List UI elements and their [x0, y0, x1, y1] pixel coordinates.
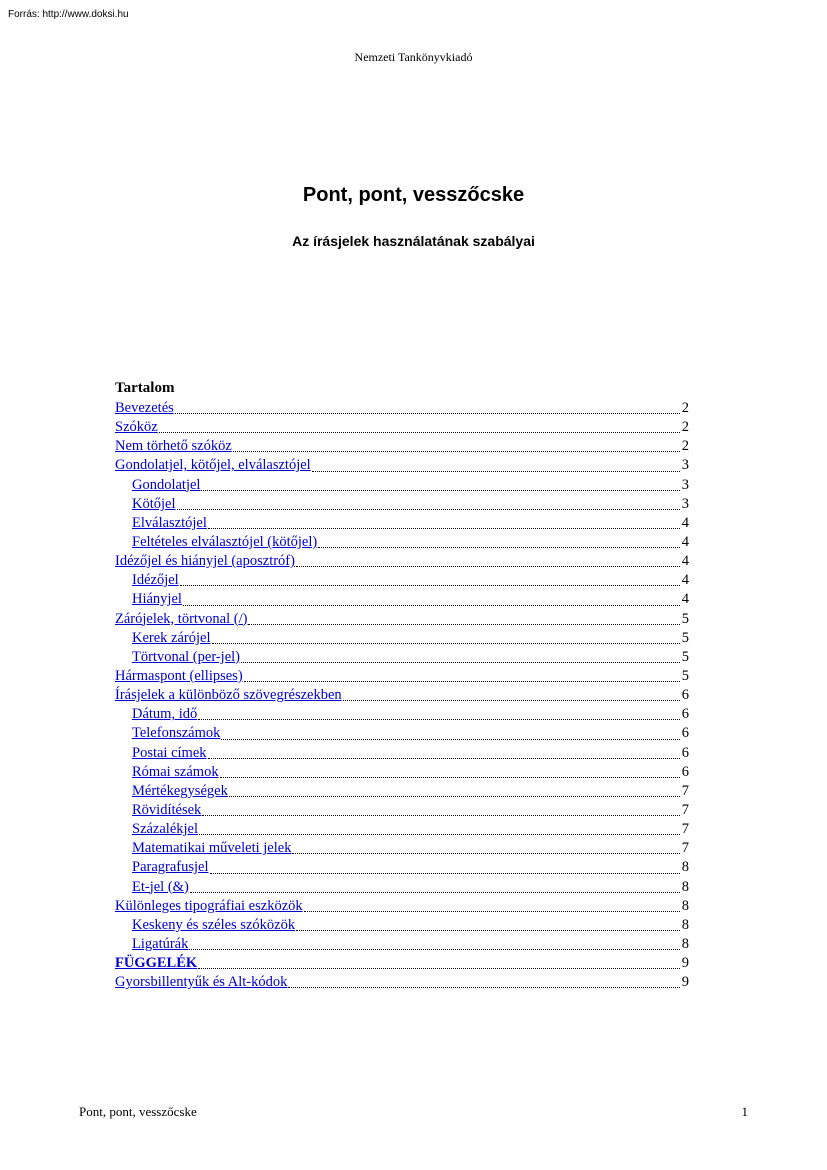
toc-link[interactable]: Törtvonal (per-jel)	[132, 648, 241, 665]
toc-entry	[115, 935, 689, 954]
toc-leader-dots	[190, 891, 680, 893]
toc-leader-dots	[241, 661, 680, 663]
toc-page-number: 7	[681, 782, 689, 799]
source-label: Forrás: http://www.doksi.hu	[8, 9, 129, 20]
toc-link[interactable]: Nem törhető szóköz	[115, 438, 232, 455]
toc-entry	[115, 782, 689, 801]
toc-leader-dots	[212, 642, 681, 644]
footer-title: Pont, pont, vesszőcske	[79, 1104, 197, 1119]
toc-page-number: 4	[681, 591, 689, 608]
toc-page-number: 7	[681, 840, 689, 857]
toc-entry	[115, 629, 689, 648]
toc-entry	[115, 954, 689, 973]
toc-page-number: 9	[681, 974, 689, 991]
toc-leader-dots	[210, 872, 681, 874]
toc-link[interactable]: Hiányjel	[132, 591, 182, 608]
toc-link[interactable]: Gyorsbillentyűk és Alt-kódok	[115, 974, 288, 991]
toc-entry	[115, 916, 689, 935]
toc-link[interactable]: Rövidítések	[132, 801, 202, 818]
toc-page-number: 8	[681, 935, 689, 952]
toc-leader-dots	[189, 948, 680, 950]
toc-page-number: 9	[681, 955, 689, 972]
toc-leader-dots	[248, 623, 680, 625]
toc-page-number: 3	[681, 476, 689, 493]
toc-leader-dots	[202, 814, 680, 816]
toc-leader-dots	[221, 738, 680, 740]
toc-link[interactable]: Mértékegységek	[132, 782, 228, 799]
toc-link[interactable]: Bevezetés	[115, 400, 174, 416]
toc-link[interactable]: Szóköz	[115, 419, 158, 436]
toc-link[interactable]: Telefonszámok	[132, 725, 221, 742]
toc-entry	[115, 437, 689, 456]
document-subtitle: Az írásjelek használatának szabályai	[292, 233, 535, 249]
toc-page-number: 8	[681, 916, 689, 933]
toc-entry	[115, 724, 689, 743]
toc-leader-dots	[198, 967, 680, 969]
toc-link[interactable]: Elválasztójel	[132, 514, 207, 531]
toc-entry	[115, 878, 689, 897]
toc-entry	[115, 571, 689, 590]
toc-leader-dots	[175, 412, 680, 414]
toc-leader-dots	[288, 986, 680, 988]
toc-leader-dots	[159, 431, 680, 433]
toc-link[interactable]: Et-jel (&)	[132, 878, 189, 895]
toc-entry	[115, 801, 689, 820]
toc-leader-dots	[318, 546, 680, 548]
toc-link[interactable]: Paragrafusjel	[132, 859, 209, 876]
toc-page-number: 2	[681, 400, 689, 416]
toc-page-number: 6	[681, 763, 689, 780]
toc-leader-dots	[208, 527, 680, 529]
toc-link[interactable]: Idézőjel	[132, 572, 179, 589]
document-title: Pont, pont, vesszőcske	[302, 184, 525, 206]
toc-page-number: 5	[681, 648, 689, 665]
toc-link[interactable]: Százalékjel	[132, 821, 199, 838]
toc-leader-dots	[244, 680, 680, 682]
toc-entry	[115, 399, 689, 418]
toc-link[interactable]: Gondolatjel, kötőjel, elválasztójel	[115, 457, 311, 474]
toc-entry	[115, 763, 689, 782]
toc-leader-dots	[233, 450, 680, 452]
toc-leader-dots	[292, 852, 680, 854]
toc-entry	[115, 973, 689, 992]
table-of-contents	[115, 399, 689, 992]
toc-link[interactable]: Hármaspont (ellipses)	[115, 667, 243, 684]
toc-link[interactable]: Matematikai műveleti jelek	[132, 840, 292, 857]
toc-leader-dots	[220, 776, 680, 778]
toc-entry	[115, 858, 689, 877]
toc-link[interactable]: Írásjelek a különböző szövegrészekben	[115, 687, 342, 704]
toc-leader-dots	[296, 929, 680, 931]
toc-link[interactable]: Postai címek	[132, 744, 207, 761]
toc-page-number: 4	[681, 572, 689, 589]
toc-link[interactable]: Dátum, idő	[132, 706, 198, 723]
toc-page-number: 8	[681, 878, 689, 895]
toc-leader-dots	[198, 718, 680, 720]
toc-link[interactable]: FÜGGELÉK	[115, 955, 198, 972]
toc-page-number: 5	[681, 667, 689, 684]
toc-leader-dots	[312, 470, 680, 472]
toc-link[interactable]: Gondolatjel	[132, 476, 201, 493]
toc-entry	[115, 686, 689, 705]
toc-entry	[115, 610, 689, 629]
toc-entry	[115, 839, 689, 858]
publisher-header: Nemzeti Tankönyvkiadó	[354, 50, 473, 64]
toc-entry	[115, 744, 689, 763]
toc-link[interactable]: Római számok	[132, 763, 219, 780]
toc-entry	[115, 533, 689, 552]
toc-entry	[115, 456, 689, 475]
toc-link[interactable]: Ligatúrák	[132, 935, 189, 952]
toc-page-number: 7	[681, 821, 689, 838]
toc-leader-dots	[201, 489, 680, 491]
toc-link[interactable]: Keskeny és széles szóközök	[132, 916, 296, 933]
toc-leader-dots	[343, 699, 680, 701]
toc-link[interactable]: Kötőjel	[132, 495, 176, 512]
toc-entry	[115, 590, 689, 609]
toc-entry	[115, 476, 689, 495]
toc-leader-dots	[208, 757, 680, 759]
toc-page-number: 6	[681, 687, 689, 704]
toc-page-number: 3	[681, 457, 689, 474]
toc-page-number: 2	[681, 419, 689, 436]
toc-page-number: 8	[681, 897, 689, 914]
toc-entry	[115, 667, 689, 686]
toc-page-number: 4	[681, 514, 689, 531]
toc-entry	[115, 514, 689, 533]
toc-entry	[115, 418, 689, 437]
toc-entry	[115, 552, 689, 571]
toc-heading: Tartalom	[115, 380, 175, 396]
toc-leader-dots	[229, 795, 680, 797]
toc-leader-dots	[183, 604, 680, 606]
toc-leader-dots	[177, 508, 681, 510]
toc-page-number: 7	[681, 801, 689, 818]
toc-page-number: 6	[681, 725, 689, 742]
toc-page-number: 6	[681, 744, 689, 761]
toc-link[interactable]: Zárójelek, törtvonal (/)	[115, 610, 248, 627]
toc-entry	[115, 820, 689, 839]
toc-page-number: 4	[681, 533, 689, 550]
toc-entry	[115, 897, 689, 916]
toc-entry	[115, 648, 689, 667]
toc-page-number: 5	[681, 610, 689, 627]
toc-entry	[115, 705, 689, 724]
toc-link[interactable]: Kerek zárójel	[132, 629, 211, 646]
toc-link[interactable]: Idézőjel és hiányjel (aposztróf)	[115, 553, 295, 570]
toc-link[interactable]: Különleges tipográfiai eszközök	[115, 897, 303, 914]
toc-page-number: 8	[681, 859, 689, 876]
toc-link[interactable]: Feltételes elválasztójel (kötőjel)	[132, 533, 318, 550]
toc-leader-dots	[304, 910, 680, 912]
toc-page-number: 2	[681, 438, 689, 455]
toc-page-number: 3	[681, 495, 689, 512]
toc-leader-dots	[296, 565, 680, 567]
toc-leader-dots	[180, 584, 680, 586]
footer-page-number: 1	[741, 1104, 748, 1119]
toc-leader-dots	[199, 833, 680, 835]
toc-page-number: 5	[681, 629, 689, 646]
toc-entry	[115, 495, 689, 514]
toc-page-number: 6	[681, 706, 689, 723]
toc-page-number: 4	[681, 553, 689, 570]
